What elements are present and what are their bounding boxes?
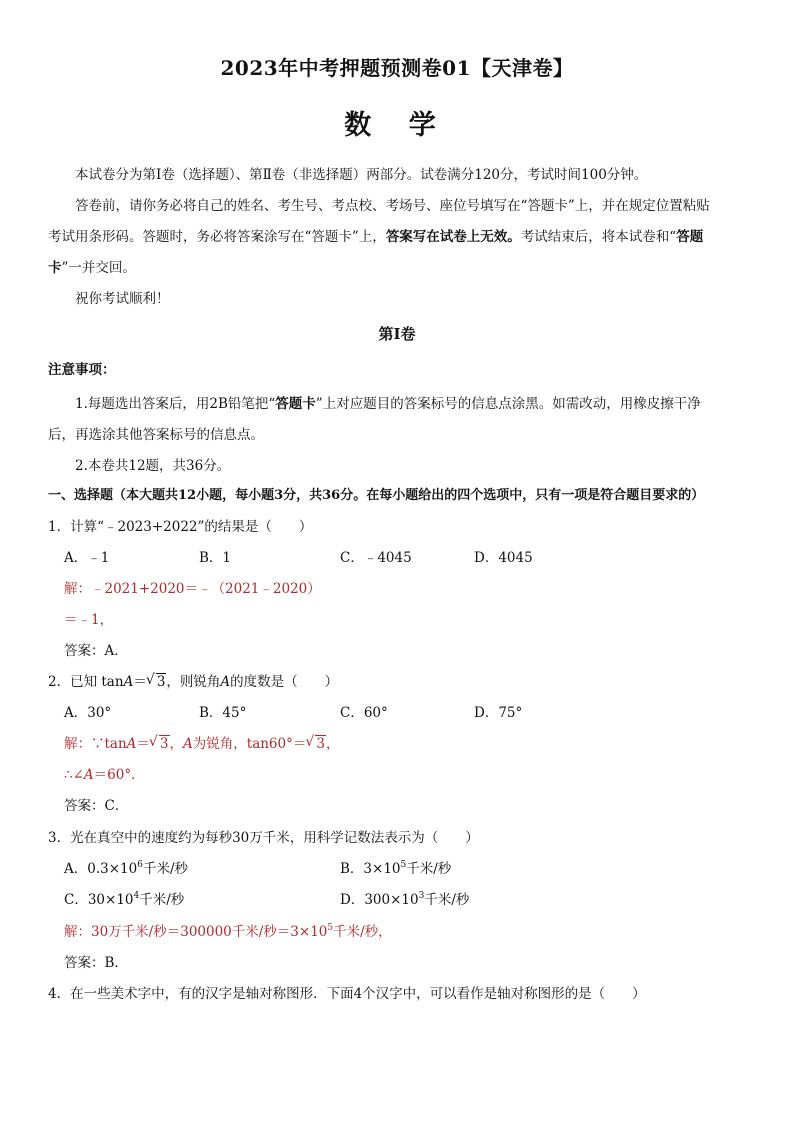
intro-line-3: 考试用条形码。答题时，务必将答案涂写在“答题卡”上，答案写在试卷上无效。考试结束后，将本试卷和“答题 bbox=[48, 229, 704, 245]
section-title: 第Ⅰ卷 bbox=[378, 325, 416, 343]
question-4-stem: 4．在一些美术字中，有的汉字是轴对称图形．下面4个汉字中，可以看作是轴对称图形的是（ ） bbox=[48, 986, 646, 1002]
question-3-answer: 答案：B． bbox=[64, 955, 128, 971]
question-2-answer: 答案：C． bbox=[64, 798, 129, 814]
question-1-stem: 1．计算“﹣2023+2022”的结果是（ ） bbox=[48, 519, 313, 535]
question-1-solution-line-2: ＝﹣1， bbox=[64, 612, 114, 628]
question-2-option-c: C．60° bbox=[340, 705, 388, 721]
subject-title: 数 学 bbox=[344, 110, 450, 141]
intro-wish: 祝你考试顺利！ bbox=[75, 291, 170, 307]
question-3-option-d: D．$300\times 10^3$千米/秒 bbox=[340, 891, 470, 908]
part-heading: 一、选择题（本大题共12小题，每小题3分，共36分。在每小题给出的四个选项中，只有一项是符合题目要求的） bbox=[48, 488, 705, 503]
intro-line-1: 本试卷分为第Ⅰ卷（选择题）、第Ⅱ卷（非选择题）两部分。试卷满分120分，考试时间100分钟。 bbox=[75, 167, 648, 183]
question-3-option-c: C．$30\times 10^4$千米/秒 bbox=[64, 891, 185, 908]
question-1-option-c: C．﹣4045 bbox=[340, 550, 412, 566]
notice-item-1: 1.每题选出答案后，用2B铅笔把“答题卡”上对应题目的答案标号的信息点涂黑。如需改动，用橡皮擦干净 bbox=[75, 396, 701, 412]
question-3-option-b: B．$3\times 10^5$千米/秒 bbox=[340, 860, 452, 877]
exam-title: 2023年中考押题预测卷01【天津卷】 bbox=[220, 56, 574, 80]
question-3-solution: 解：30万千米/秒＝300000千米/秒$=3\times 10^5$千米/秒， bbox=[64, 923, 392, 940]
notice-item-2: 2.本卷共12题，共36分。 bbox=[75, 458, 231, 474]
question-2-solution-line-2: ∴∠A＝60°． bbox=[64, 767, 145, 783]
sqrt-symbol: √ 3 bbox=[148, 673, 167, 691]
question-1-answer: 答案：A． bbox=[64, 643, 128, 659]
question-3-option-a: A．$0.3\times 10^6$千米/秒 bbox=[64, 860, 189, 877]
question-2-stem: 2．已知 tanA＝√ 3，则锐角A的度数是（ ） bbox=[48, 673, 338, 691]
question-2-solution-line-1: 解：∵tanA＝√ 3，A为锐角，tan60°＝√ 3， bbox=[64, 735, 339, 753]
sqrt-symbol: √ 3 bbox=[151, 735, 170, 753]
intro-line-4: 卡”一并交回。 bbox=[48, 260, 136, 276]
question-2-option-a: A．30° bbox=[64, 705, 112, 721]
notice-title: 注意事项： bbox=[48, 362, 116, 378]
sqrt-symbol: √ 3 bbox=[307, 735, 326, 753]
question-1-option-a: A．﹣1 bbox=[64, 550, 110, 566]
question-2-option-b: B．45° bbox=[199, 705, 247, 721]
question-1-option-d: D．4045 bbox=[474, 550, 533, 566]
question-1-option-b: B．1 bbox=[199, 550, 232, 566]
question-3-stem: 3．光在真空中的速度约为每秒30万千米，用科学记数法表示为（ ） bbox=[48, 830, 479, 846]
question-2-option-d: D．75° bbox=[474, 705, 523, 721]
notice-item-1-cont: 后，再选涂其他答案标号的信息点。 bbox=[48, 427, 264, 443]
question-1-solution-line-1: 解：﹣2021+2020＝﹣（2021﹣2020） bbox=[64, 581, 321, 597]
intro-line-2: 答卷前，请你务必将自己的姓名、考生号、考点校、考场号、座位号填写在“答题卡”上，并在规定位置粘贴 bbox=[75, 198, 710, 214]
